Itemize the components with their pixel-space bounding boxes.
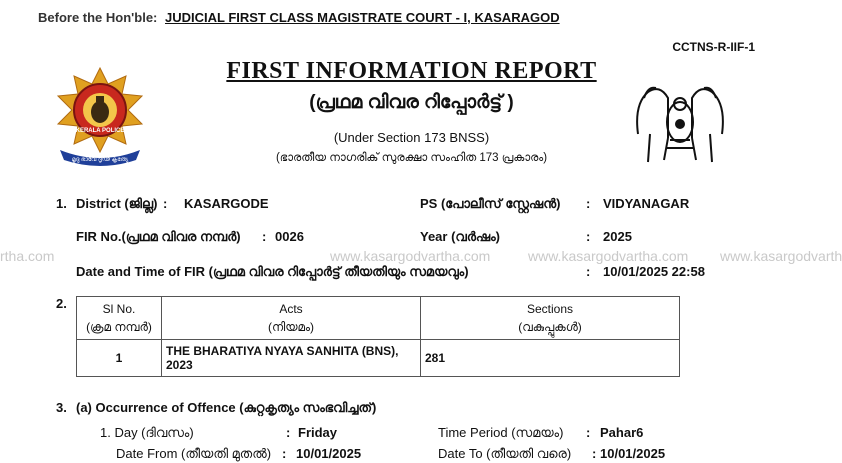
fir-number-label: FIR No.(പ്രഥമ വിവര നമ്പർ) <box>76 229 241 244</box>
row-sl: 1 <box>77 340 162 377</box>
police-station-separator: : <box>586 196 591 211</box>
fir-number-separator: : <box>262 229 267 244</box>
court-line <box>38 10 560 25</box>
header-sections: Sections (വകുപ്പുകൾ) <box>421 297 680 340</box>
court-name: JUDICIAL FIRST CLASS MAGISTRATE COURT - I, KASARAGOD <box>165 10 560 25</box>
report-title-malayalam: (പ്രഥമ വിവര റിപ്പോർട്ട് ) <box>309 92 514 113</box>
kerala-police-emblem-icon <box>52 66 148 166</box>
report-title: FIRST INFORMATION REPORT <box>226 58 597 84</box>
row-act: THE BHARATIYA NYAYA SANHITA (BNS), 2023 <box>162 340 421 377</box>
occurrence-heading: (a) Occurrence of Offence (കുറ്റകൃത്യം സംഭവിച്ചത്) <box>76 400 377 415</box>
year-separator: : <box>586 229 591 244</box>
date-to-separator: : <box>592 446 597 461</box>
section1-number: 1. <box>56 196 67 211</box>
day-value: Friday <box>298 425 338 440</box>
date-from-label: Date From (തീയതി മുതൽ) <box>116 446 272 461</box>
time-period-value: Pahar6 <box>600 425 644 440</box>
time-period-separator: : <box>586 425 591 440</box>
header-sl: Sl No. (ക്രമ നമ്പർ) <box>77 297 162 340</box>
year-value: 2025 <box>603 229 632 244</box>
time-period-label: Time Period (സമയം) <box>438 425 564 440</box>
district-label: District (ജില്ല) <box>76 196 158 211</box>
header-acts: Acts (നിയമം) <box>162 297 421 340</box>
fir-datetime-value: 10/01/2025 22:58 <box>603 264 705 279</box>
form-code: CCTNS-R-IIF-1 <box>672 40 755 54</box>
acts-table <box>76 296 680 377</box>
watermark-far-right: www.kasargodvarth <box>720 248 842 264</box>
svg-text:KERALA POLICE: KERALA POLICE <box>75 128 125 134</box>
kerala-state-emblem-icon <box>630 64 730 168</box>
police-station-value: VIDYANAGAR <box>603 196 690 211</box>
date-from-separator: : <box>282 446 287 461</box>
watermark-left: rtha.com <box>0 248 55 264</box>
day-separator: : <box>286 425 291 440</box>
acts-table-header <box>77 297 680 340</box>
district-separator: : <box>163 196 168 211</box>
table-row <box>77 340 680 377</box>
date-to-value: 10/01/2025 <box>600 446 666 461</box>
year-label: Year (വർഷം) <box>420 229 500 244</box>
section2-number: 2. <box>56 296 67 311</box>
fir-number-value: 0026 <box>275 229 304 244</box>
section3-number: 3. <box>56 400 67 415</box>
court-prefix: Before the Hon'ble: <box>38 10 158 25</box>
date-from-value: 10/01/2025 <box>296 446 362 461</box>
fir-datetime-separator: : <box>586 264 591 279</box>
district-value: KASARGODE <box>184 196 269 211</box>
day-label: 1. Day (ദിവസം) <box>100 425 194 440</box>
date-to-label: Date To (തീയതി വരെ) <box>438 446 572 461</box>
police-station-label: PS (പോലീസ് സ്റ്റേഷൻ) <box>420 196 561 211</box>
row-sections: 281 <box>421 340 680 377</box>
watermark-right: www.kasargodvartha.com <box>528 248 689 264</box>
fir-datetime-label: Date and Time of FIR (പ്രഥമ വിവര റിപ്പോർട്ട് തീയതിയും സമയവും) <box>76 264 469 279</box>
bharatiya-line: (ഭാരതീയ നാഗരിക് സുരക്ഷാ സംഹിത 173 പ്രകാരം) <box>275 152 548 164</box>
under-section: (Under Section 173 BNSS) <box>333 130 490 145</box>
svg-text:മൃദു ഭാവേ ദൃഢ കൃത്യേ: മൃദു ഭാവേ ദൃഢ കൃത്യേ <box>71 157 129 163</box>
watermark-mid: www.kasargodvartha.com <box>330 248 491 264</box>
